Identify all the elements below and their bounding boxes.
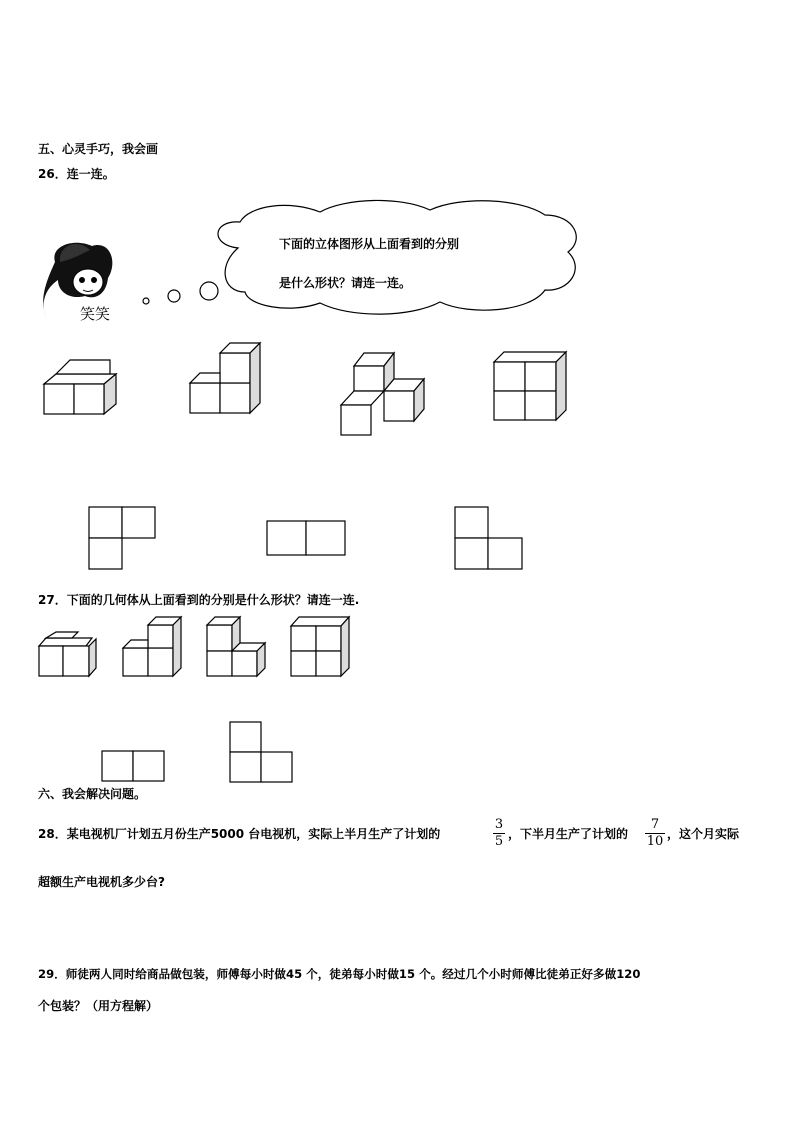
q27-title: 27．下面的几何体从上面看到的分别是什么形状？请连一连. xyxy=(38,593,360,607)
q28-fraction-1-denominator: 5 xyxy=(494,834,504,849)
q26-solid-3 xyxy=(341,353,424,435)
q28-text-part2: ，下半月生产了计划的 xyxy=(508,827,629,841)
bubble-text-line1: 下面的立体图形从上面看到的分别 xyxy=(279,237,460,251)
q26-view-1 xyxy=(89,507,155,569)
section6-title: 六、我会解决问题。 xyxy=(38,787,147,801)
q26-view-3 xyxy=(455,507,522,569)
q28-fraction-2 xyxy=(645,818,665,849)
q28-fraction-1-numerator: 3 xyxy=(494,817,504,832)
q28-fraction-2-denominator: 10 xyxy=(646,834,664,849)
thought-bubble xyxy=(218,200,576,314)
q28-text-line2: 超额生产电视机多少台? xyxy=(38,875,165,889)
q26-solid-1 xyxy=(44,360,116,414)
q26-solid-2 xyxy=(190,343,260,413)
q28-text-part3: ，这个月实际 xyxy=(667,827,740,841)
q28-fraction-1 xyxy=(493,818,505,849)
q28-fraction-2-numerator: 7 xyxy=(650,817,660,832)
q27-view-1 xyxy=(102,751,164,781)
bubble-dot-large xyxy=(200,282,218,300)
q27-solid-3 xyxy=(207,617,265,676)
q27-solid-2 xyxy=(123,617,181,676)
q27-view-2 xyxy=(230,722,292,782)
bubble-text-line2: 是什么形状？请连一连。 xyxy=(279,276,412,290)
bubble-dot-small xyxy=(143,298,149,304)
q27-solid-4 xyxy=(291,617,349,676)
q29-text-line1: 29．师徒两人同时给商品做包装，师傅每小时做45 个，徒弟每小时做15 个。经过几个小时师傅比徒弟正好多做120 xyxy=(38,967,641,981)
q28-text-part1: 28．某电视机厂计划五月份生产5000 台电视机，实际上半月生产了计划的 xyxy=(38,827,441,841)
q27-solid-1 xyxy=(39,632,96,676)
bubble-dot-medium xyxy=(168,290,180,302)
q26-solid-4 xyxy=(494,352,566,420)
q26-view-2 xyxy=(267,521,345,555)
q29-text-line2: 个包装？（用方程解） xyxy=(38,999,159,1013)
section5-title: 五、心灵手巧，我会画 xyxy=(38,142,159,156)
q26-title: 26．连一连。 xyxy=(38,167,115,181)
girl-caption: 笑笑 xyxy=(80,305,111,323)
